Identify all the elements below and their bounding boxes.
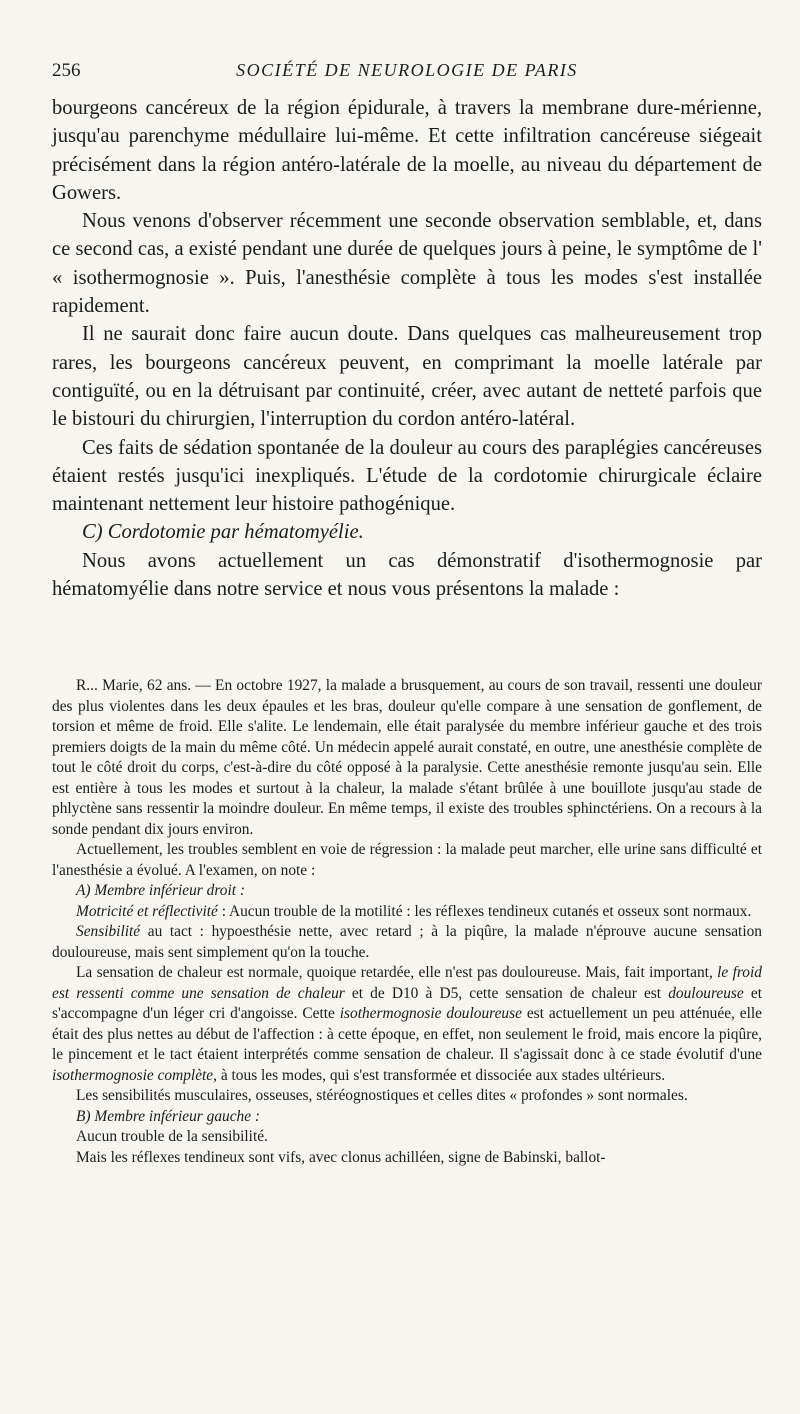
running-title: SOCIÉTÉ DE NEUROLOGIE DE PARIS — [236, 60, 578, 80]
main-text — [52, 94, 762, 603]
case-paragraph: Les sensibilités musculaires, osseuses, stéréognostiques et celles dites « profondes » sont normales. — [76, 1087, 688, 1104]
paragraph: Il ne saurait donc faire aucun doute. Dans quelques cas malheureusement trop rares, les bourgeons cancéreux peuvent, en comprimant la moelle latérale par contiguïté, ou en la détruisant par continuité, créer, avec autant de netteté parfois que le bistouri du chirurgien, l'interruption du cordon antéro-latéral. — [52, 323, 762, 431]
italic-label: Motricité et réflectivité — [76, 902, 218, 920]
paragraph: Ces faits de sédation spontanée de la douleur au cours des paraplégies cancéreuses étaient restés jusqu'ici inexpliqués. L'étude de la cordotomie chirurgicale éclaire maintenant nettement leur histoire pathogénique. — [52, 436, 762, 516]
case-paragraph: Aucun trouble de la sensibilité. — [76, 1128, 268, 1145]
case-subheading: A) Membre inférieur droit : — [76, 882, 245, 899]
paragraph: bourgeons cancéreux de la région épidurale, à travers la membrane dure-mérienne, jusqu'au parenchyme médullaire lui-même. Et cette infiltration cancéreuse siégeait précisément dans la région antéro-latérale de la moelle, au niveau du département de Gowers. — [52, 97, 762, 204]
case-paragraph: Motricité et réflectivité : Aucun trouble de la motilité : les réflexes tendineux cutanés et osseux sont normaux. — [76, 902, 752, 920]
case-subheading: B) Membre inférieur gauche : — [76, 1107, 261, 1125]
section-subheading: C) Cordotomie par hématomyélie. — [82, 521, 364, 544]
case-paragraph: Mais les réflexes tendineux sont vifs, avec clonus achilléen, signe de Babinski, ballot- — [76, 1148, 606, 1166]
italic-label: Sensibilité — [76, 923, 141, 940]
paragraph: Nous venons d'observer récemment une seconde observation semblable, et, dans ce second cas, a existé pendant une durée de quelques jours à peine, le symptôme de l' « isothermognosie ». Puis, l'anesthésie complète à tous les modes s'est installée rapidement. — [52, 210, 762, 318]
page-header — [52, 60, 762, 90]
case-paragraph: La sensation de chaleur est normale, quoique retardée, elle n'est pas douloureuse. Mais, fait important, le froid est ressenti comme une sensation de chaleur et de D10 à D5, cette sensation de chaleur est douloureuse et s'accompagne d'un léger cri d'angoisse. Cette isothermognosie douloureuse est actuellement un peu atténuée, elle était des plus nettes au début de l'affection : à cette époque, en effet, non seulement le froid, mais encore la piqûre, le pincement et le tact étaient interprétés comme sensation de chaleur. Il s'agissait donc à ce stade évolutif d'une isothermognosie complète, à tous les modes, qui s'est transformée et dissociée aux stades ultérieurs. — [52, 964, 763, 1084]
case-paragraph: R... Marie, 62 ans. — En octobre 1927, la malade a brusquement, au cours de son travail, ressenti une douleur des plus violentes dans les deux épaules et les bras, douleur qu'elle compare à une sensation de gonflement, de torsion et même de froid. Elle s'alite. Le lendemain, elle était paralysée du membre inférieur gauche et des trois premiers doigts de la main du même côté. Un médecin appelé aurait constaté, en outre, une anesthésie complète de tout le côté droit du corps, c'est-à-dire du côté opposé à la paralysie. Cette anesthésie remonte jusqu'au sein. Elle est entière à tous les modes et surtout à la chaleur, la malade s'étant brûlée à une bouillote jusqu'au stade de phlyctène sans ressentir la moindre douleur. En même temps, il existe des troubles sphinctériens. On a recours à la sonde pendant dix jours environ. — [52, 677, 762, 838]
case-report — [52, 676, 762, 1168]
paragraph: Nous avons actuellement un cas démonstratif d'isothermognosie par hématomyélie dans notre service et nous vous présentons la malade : — [52, 549, 762, 601]
page-number: 256 — [52, 60, 81, 81]
case-paragraph: Actuellement, les troubles semblent en voie de régression : la malade peut marcher, elle urine sans difficulté et l'anesthésie a évolué. A l'examen, on note : — [52, 841, 762, 879]
case-paragraph: Sensibilité au tact : hypoesthésie nette, avec retard ; à la piqûre, la malade n'éprouve aucune sensation douloureuse, mais sent simplement qu'on la touche. — [52, 923, 762, 961]
